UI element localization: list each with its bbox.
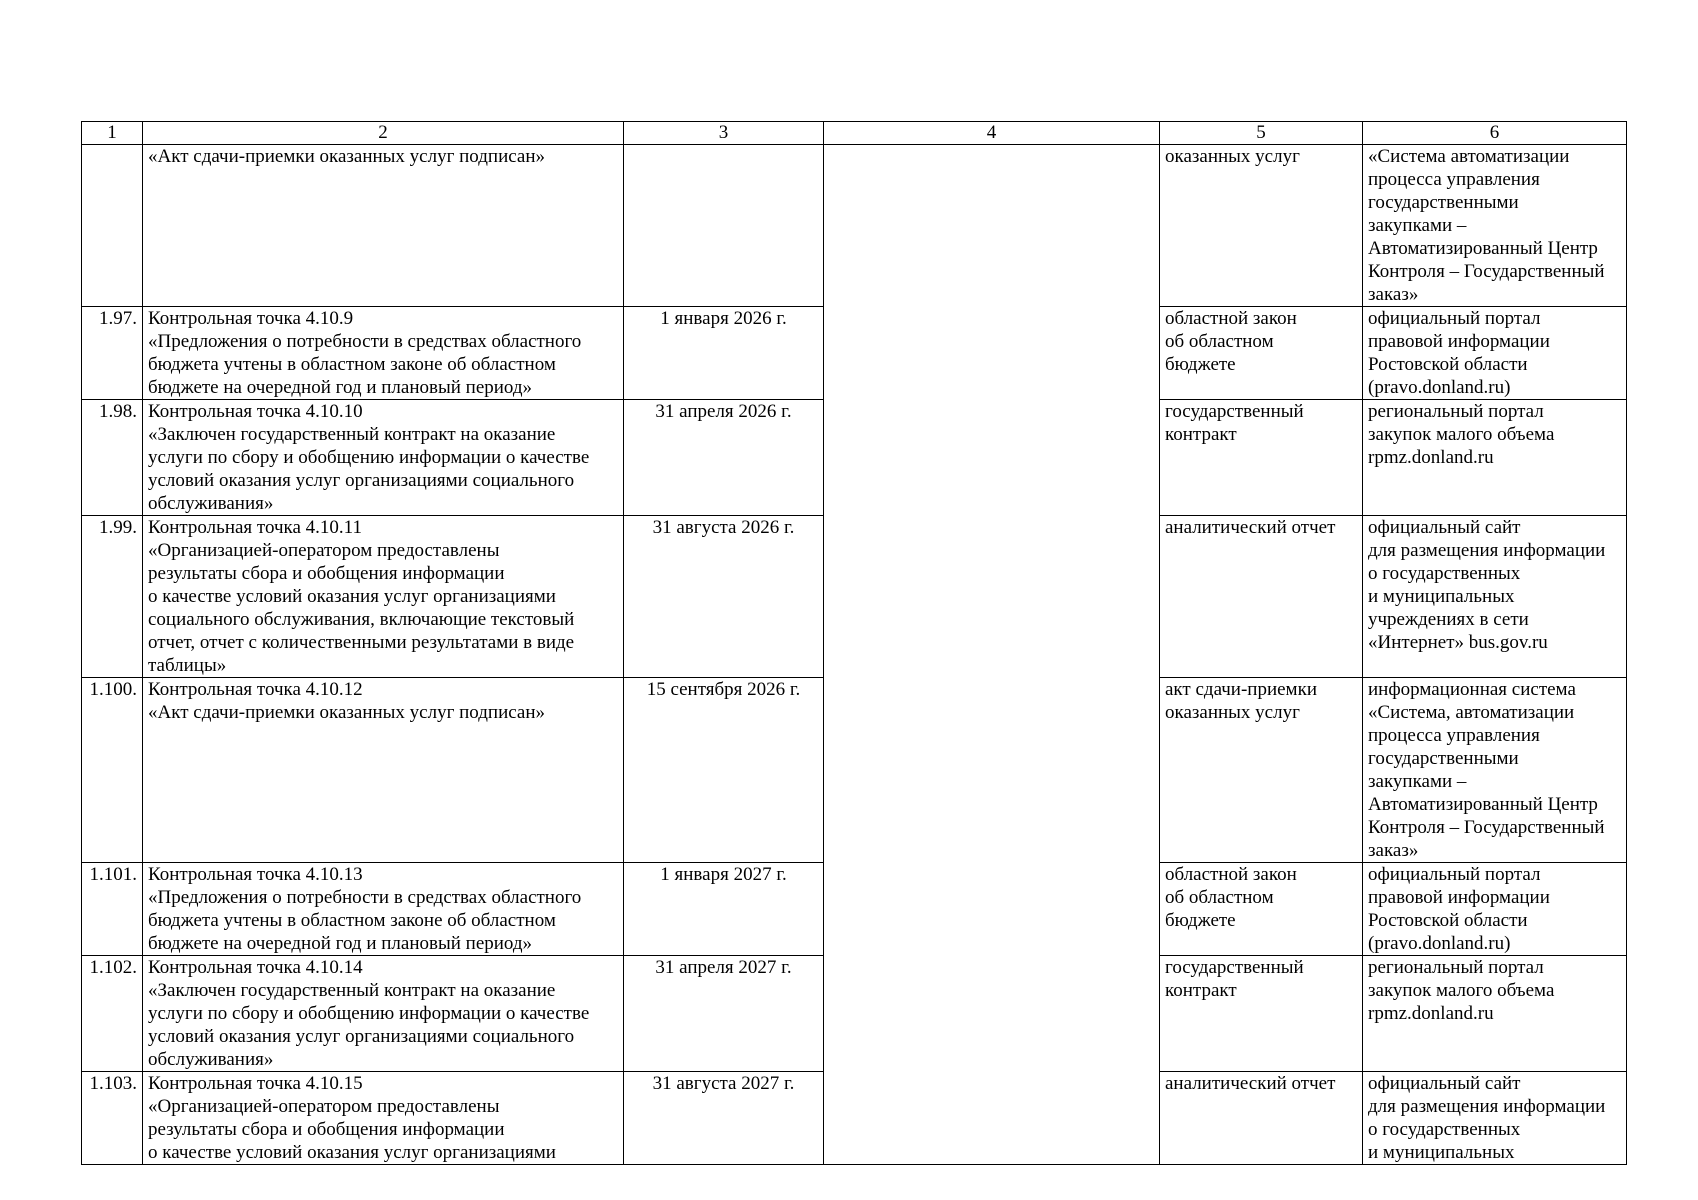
cell-text-line: Контрольная точка 4.10.15 [148,1073,363,1094]
cell-text-line: аналитический отчет [1165,517,1336,538]
cell-text-line: бюджете [1165,354,1236,375]
cell-text-line: закупок малого объема [1368,424,1555,445]
cell-text-line: о качестве условий оказания услуг организациями [148,586,556,607]
cell-text-line: акт сдачи-приемки [1165,679,1317,700]
cell-text-line: областной закон [1165,308,1297,329]
deadline-date-cell: 15 сентября 2026 г. [624,678,824,863]
control-point-description-cell [143,678,624,863]
cell-text-line: об областном [1165,331,1274,352]
control-point-description-cell [143,400,624,516]
cell-text-line: «Заключен государственный контракт на оказание [148,980,556,1001]
cell-text-line: Контрольная точка 4.10.11 [148,517,362,538]
cell-text-line: Контрольная точка 4.10.10 [148,401,363,422]
cell-text-line: Контроля – Государственный [1368,817,1605,838]
row-number-cell: 1.101. [82,863,143,956]
header-cell-3: 3 [624,122,824,145]
cell-text-line: «Заключен государственный контракт на оказание [148,424,556,445]
information-source-cell [1363,400,1627,516]
cell-text-line: заказ» [1368,284,1419,305]
cell-text-line: официальный сайт [1368,517,1521,538]
cell-text-line: Контрольная точка 4.10.13 [148,864,363,885]
row-number-cell [82,145,143,307]
cell-text-line: закупками – [1368,215,1467,236]
information-source-cell [1363,678,1627,863]
cell-text-line: о государственных [1368,1119,1521,1140]
cell-text-line: Контрольная точка 4.10.14 [148,957,363,978]
cell-text-line: региональный портал [1368,957,1544,978]
cell-text-line: услуги по сбору и обобщению информации о качестве [148,447,590,468]
document-type-cell [1160,956,1363,1072]
cell-text-line: бюджета учтены в областном законе об областном [148,910,556,931]
cell-text-line: для размещения информации [1368,540,1606,561]
header-cell-6: 6 [1363,122,1627,145]
document-type-cell [1160,1072,1363,1165]
cell-text-line: государственными [1368,192,1519,213]
cell-text-line: обслуживания» [148,493,274,514]
information-source-cell [1363,307,1627,400]
row-number-cell: 1.99. [82,516,143,678]
cell-text-line: закупками – [1368,771,1467,792]
deadline-date-cell: 1 января 2026 г. [624,307,824,400]
cell-text-line: государственными [1368,748,1519,769]
cell-text-line: «Акт сдачи-приемки оказанных услуг подписан» [148,702,546,723]
cell-text-line: Автоматизированный Центр [1368,238,1598,259]
cell-text-line: таблицы» [148,655,227,676]
deadline-date-cell: 31 апреля 2026 г. [624,400,824,516]
cell-text-line: официальный портал [1368,308,1541,329]
cell-text-line: Ростовской области [1368,354,1528,375]
cell-text-line: контракт [1165,980,1237,1001]
cell-text-line: процесса управления [1368,169,1540,190]
cell-text-line: и муниципальных [1368,586,1515,607]
cell-text-line: и муниципальных [1368,1142,1515,1163]
deadline-date-cell [624,145,824,307]
control-point-description-cell [143,516,624,678]
cell-text-line: (pravo.donland.ru) [1368,933,1511,954]
cell-text-line: Контрольная точка 4.10.12 [148,679,363,700]
cell-text-line: учреждениях в сети [1368,609,1529,630]
cell-text-line: социального обслуживания, включающие текстовый [148,609,575,630]
cell-text-line: отчет, отчет с количественными результатами в виде [148,632,575,653]
row-number-cell: 1.102. [82,956,143,1072]
cell-text-line: «Система, автоматизации [1368,702,1575,723]
column-number-header-row [82,122,1627,145]
cell-text-line: «Система автоматизации [1368,146,1570,167]
cell-text-line: областной закон [1165,864,1297,885]
control-point-description-cell [143,863,624,956]
cell-text-line: обслуживания» [148,1049,274,1070]
cell-text-line: «Организацией-оператором предоставлены [148,540,500,561]
cell-text-line: информационная система [1368,679,1576,700]
cell-text-line: оказанных услуг [1165,702,1300,723]
responsible-executor-merged-cell [824,145,1160,1165]
cell-text-line: бюджета учтены в областном законе об областном [148,354,556,375]
table-row [82,145,1627,307]
cell-text-line: «Организацией-оператором предоставлены [148,1096,500,1117]
cell-text-line: бюджете [1165,910,1236,931]
cell-text-line: заказ» [1368,840,1419,861]
cell-text-line: «Акт сдачи-приемки оказанных услуг подписан» [148,146,546,167]
deadline-date-cell: 31 августа 2026 г. [624,516,824,678]
cell-text-line: результаты сбора и обобщения информации [148,563,505,584]
cell-text-line: правовой информации [1368,331,1550,352]
control-point-description-cell [143,956,624,1072]
cell-text-line: государственный [1165,957,1304,978]
deadline-date-cell: 31 апреля 2027 г. [624,956,824,1072]
deadline-date-cell: 1 января 2027 г. [624,863,824,956]
cell-text-line: бюджете на очередной год и плановый период» [148,377,533,398]
document-type-cell [1160,863,1363,956]
control-point-description-cell [143,1072,624,1165]
cell-text-line: «Интернет» bus.gov.ru [1368,632,1548,653]
cell-text-line: rpmz.donland.ru [1368,447,1494,468]
cell-text-line: Контрольная точка 4.10.9 [148,308,354,329]
row-number-cell: 1.100. [82,678,143,863]
cell-text-line: для размещения информации [1368,1096,1606,1117]
control-points-table [81,121,1627,1165]
cell-text-line: о государственных [1368,563,1521,584]
header-cell-5: 5 [1160,122,1363,145]
table-body [82,145,1627,1165]
cell-text-line: «Предложения о потребности в средствах областного [148,887,582,908]
cell-text-line: оказанных услуг [1165,146,1300,167]
cell-text-line: аналитический отчет [1165,1073,1336,1094]
cell-text-line: условий оказания услуг организациями социального [148,1026,575,1047]
cell-text-line: rpmz.donland.ru [1368,1003,1494,1024]
cell-text-line: официальный портал [1368,864,1541,885]
cell-text-line: Ростовской области [1368,910,1528,931]
row-number-cell: 1.97. [82,307,143,400]
cell-text-line: условий оказания услуг организациями социального [148,470,575,491]
cell-text-line: Автоматизированный Центр [1368,794,1598,815]
cell-text-line: региональный портал [1368,401,1544,422]
information-source-cell [1363,1072,1627,1165]
cell-text-line: услуги по сбору и обобщению информации о качестве [148,1003,590,1024]
document-type-cell [1160,516,1363,678]
information-source-cell [1363,863,1627,956]
deadline-date-cell: 31 августа 2027 г. [624,1072,824,1165]
row-number-cell: 1.98. [82,400,143,516]
cell-text-line: процесса управления [1368,725,1540,746]
control-point-description-cell [143,145,624,307]
information-source-cell [1363,516,1627,678]
header-cell-4: 4 [824,122,1160,145]
information-source-cell [1363,956,1627,1072]
cell-text-line: закупок малого объема [1368,980,1555,1001]
cell-text-line: Контроля – Государственный [1368,261,1605,282]
cell-text-line: «Предложения о потребности в средствах областного [148,331,582,352]
cell-text-line: о качестве условий оказания услуг организациями [148,1142,556,1163]
control-point-description-cell [143,307,624,400]
header-cell-1: 1 [82,122,143,145]
document-type-cell [1160,145,1363,307]
document-type-cell [1160,307,1363,400]
cell-text-line: (pravo.donland.ru) [1368,377,1511,398]
document-type-cell [1160,678,1363,863]
document-type-cell [1160,400,1363,516]
cell-text-line: официальный сайт [1368,1073,1521,1094]
cell-text-line: бюджете на очередной год и плановый период» [148,933,533,954]
row-number-cell: 1.103. [82,1072,143,1165]
header-cell-2: 2 [143,122,624,145]
cell-text-line: об областном [1165,887,1274,908]
cell-text-line: контракт [1165,424,1237,445]
cell-text-line: правовой информации [1368,887,1550,908]
information-source-cell [1363,145,1627,307]
cell-text-line: государственный [1165,401,1304,422]
cell-text-line: результаты сбора и обобщения информации [148,1119,505,1140]
